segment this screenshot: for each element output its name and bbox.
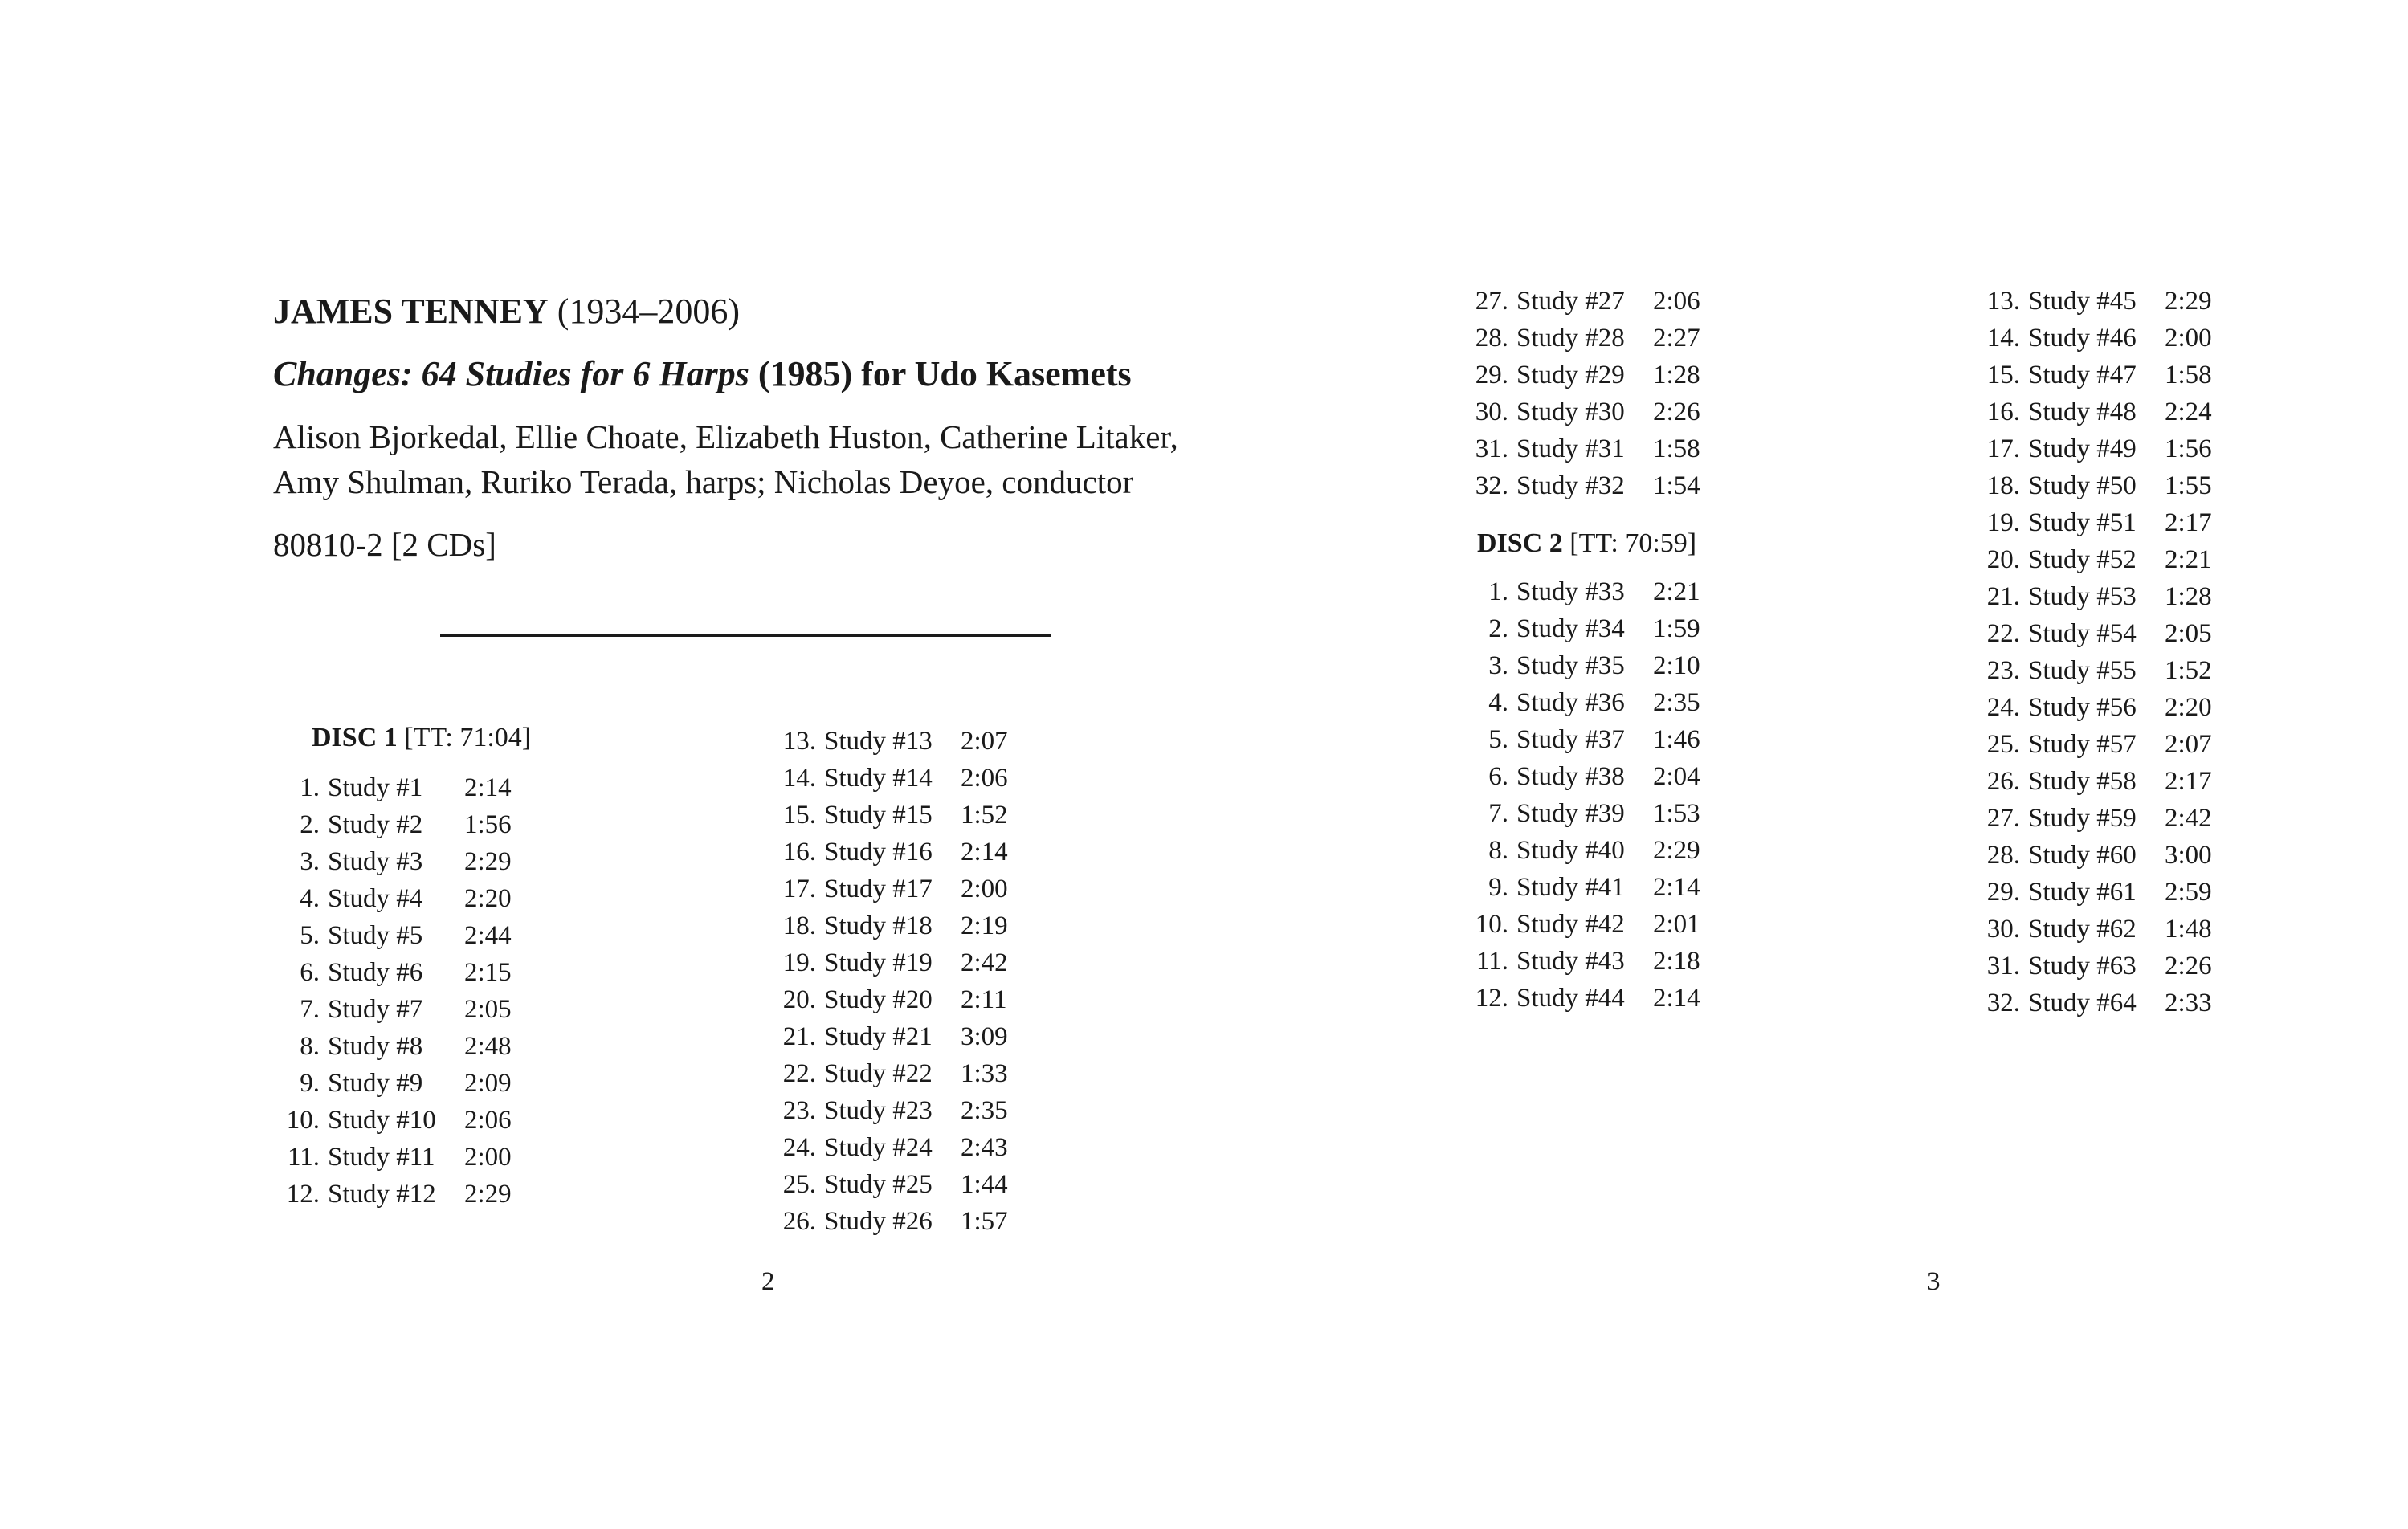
track-number: 1. — [300, 773, 320, 802]
track-duration: 1:59 — [1653, 614, 1700, 643]
track-title: Study #54 — [2028, 619, 2137, 648]
track-title: Study #50 — [2028, 471, 2137, 500]
track-number: 9. — [1488, 873, 1508, 902]
track-number: 4. — [1488, 688, 1508, 717]
track-row — [1973, 689, 2212, 726]
track-row — [1462, 430, 1700, 467]
track-title: Study #63 — [2028, 952, 2137, 981]
track-duration: 1:57 — [961, 1207, 1008, 1236]
track-row — [1973, 541, 2212, 578]
track-title: Study #53 — [2028, 582, 2137, 611]
track-title: Study #52 — [2028, 545, 2137, 574]
track-duration: 2:04 — [1653, 762, 1700, 791]
track-duration: 2:33 — [2165, 989, 2212, 1017]
track-number: 9. — [300, 1069, 320, 1098]
track-title: Study #61 — [2028, 878, 2137, 907]
track-row — [273, 917, 512, 954]
track-title: Study #39 — [1516, 799, 1625, 828]
track-title: Study #41 — [1516, 873, 1625, 902]
disc2-heading — [1477, 528, 1696, 559]
catalog-number: 80810-2 [2 CDs] — [273, 526, 496, 563]
track-title: Study #23 — [824, 1096, 933, 1125]
track-row — [273, 991, 512, 1028]
disc2-tracklist-col1 — [1462, 573, 1700, 1017]
track-title: Study #60 — [2028, 841, 2137, 870]
track-number: 24. — [782, 1133, 816, 1162]
track-title: Study #32 — [1516, 471, 1625, 500]
track-row — [1462, 721, 1700, 758]
track-row — [1462, 980, 1700, 1017]
track-duration: 2:27 — [1653, 324, 1700, 353]
track-title: Study #3 — [328, 847, 423, 876]
track-title: Study #37 — [1516, 725, 1625, 754]
track-row — [273, 880, 512, 917]
track-duration: 2:48 — [464, 1032, 512, 1061]
track-title: Study #59 — [2028, 804, 2137, 833]
track-row — [273, 1065, 512, 1102]
track-row — [769, 760, 1008, 797]
track-number: 3. — [300, 847, 320, 876]
track-number: 1. — [1488, 577, 1508, 606]
track-duration: 2:26 — [1653, 398, 1700, 426]
track-title: Study #62 — [2028, 915, 2137, 944]
track-title: Study #57 — [2028, 730, 2137, 759]
track-number: 15. — [1986, 361, 2020, 389]
track-duration: 2:00 — [2165, 324, 2212, 353]
track-row — [769, 1203, 1008, 1240]
track-row — [1973, 800, 2212, 837]
track-duration: 3:09 — [961, 1022, 1008, 1051]
track-row — [273, 843, 512, 880]
track-number: 8. — [300, 1032, 320, 1061]
track-number: 16. — [782, 838, 816, 866]
disc2-tracklist-col2 — [1973, 283, 2212, 1021]
disc2-label: DISC 2 — [1477, 528, 1563, 558]
track-row — [1973, 504, 2212, 541]
track-number: 3. — [1488, 651, 1508, 680]
track-number: 14. — [782, 764, 816, 793]
track-title: Study #18 — [824, 911, 933, 940]
track-row — [1973, 652, 2212, 689]
disc1-tracklist-col3 — [1462, 283, 1700, 504]
track-row — [1973, 837, 2212, 874]
track-title: Study #45 — [2028, 287, 2137, 316]
track-row — [1973, 357, 2212, 393]
track-title: Study #19 — [824, 948, 933, 977]
track-row — [273, 1102, 512, 1139]
track-number: 6. — [1488, 762, 1508, 791]
track-title: Study #14 — [824, 764, 933, 793]
track-duration: 2:06 — [1653, 287, 1700, 316]
divider-rule — [440, 634, 1051, 637]
track-title: Study #30 — [1516, 398, 1625, 426]
track-duration: 2:09 — [464, 1069, 512, 1098]
track-title: Study #46 — [2028, 324, 2137, 353]
track-row — [769, 1166, 1008, 1203]
track-row — [1462, 795, 1700, 832]
track-row — [769, 797, 1008, 834]
track-duration: 2:05 — [2165, 619, 2212, 648]
track-duration: 2:10 — [1653, 651, 1700, 680]
track-duration: 1:52 — [961, 801, 1008, 830]
track-number: 18. — [1986, 471, 2020, 500]
track-number: 16. — [1986, 398, 2020, 426]
track-duration: 1:48 — [2165, 915, 2212, 944]
track-row — [1973, 283, 2212, 320]
track-number: 26. — [782, 1207, 816, 1236]
track-row — [1462, 393, 1700, 430]
track-title: Study #43 — [1516, 947, 1625, 976]
track-duration: 2:21 — [1653, 577, 1700, 606]
track-row — [769, 1055, 1008, 1092]
track-duration: 2:42 — [961, 948, 1008, 977]
track-number: 31. — [1475, 434, 1508, 463]
track-number: 11. — [287, 1143, 320, 1172]
track-duration: 1:46 — [1653, 725, 1700, 754]
track-title: Study #24 — [824, 1133, 933, 1162]
track-row — [1973, 578, 2212, 615]
track-duration: 2:19 — [961, 911, 1008, 940]
track-number: 19. — [1986, 508, 2020, 537]
right-page — [1204, 0, 2408, 1529]
track-duration: 1:55 — [2165, 471, 2212, 500]
track-number: 14. — [1986, 324, 2020, 353]
track-duration: 2:35 — [961, 1096, 1008, 1125]
track-row — [769, 871, 1008, 907]
track-title: Study #35 — [1516, 651, 1625, 680]
track-number: 24. — [1986, 693, 2020, 722]
track-number: 2. — [1488, 614, 1508, 643]
track-row — [1973, 763, 2212, 800]
track-title: Study #47 — [2028, 361, 2137, 389]
track-duration: 2:44 — [464, 921, 512, 950]
track-number: 27. — [1986, 804, 2020, 833]
track-duration: 2:20 — [2165, 693, 2212, 722]
track-row — [1973, 874, 2212, 911]
track-duration: 2:07 — [961, 727, 1008, 756]
composer-dates: (1934–2006) — [557, 292, 741, 331]
track-duration: 3:00 — [2165, 841, 2212, 870]
track-duration: 2:29 — [1653, 836, 1700, 865]
track-duration: 2:20 — [464, 884, 512, 913]
track-duration: 2:26 — [2165, 952, 2212, 981]
track-number: 10. — [286, 1106, 320, 1135]
track-title: Study #12 — [328, 1180, 436, 1209]
track-duration: 1:33 — [961, 1059, 1008, 1088]
disc1-tracklist-col1 — [273, 769, 512, 1213]
track-row — [1462, 758, 1700, 795]
track-number: 13. — [1986, 287, 2020, 316]
track-duration: 2:06 — [464, 1106, 512, 1135]
track-title: Study #15 — [824, 801, 933, 830]
track-title: Study #26 — [824, 1207, 933, 1236]
track-duration: 2:29 — [2165, 287, 2212, 316]
track-duration: 1:28 — [1653, 361, 1700, 389]
track-row — [1462, 467, 1700, 504]
track-duration: 2:00 — [961, 875, 1008, 903]
track-row — [769, 907, 1008, 944]
track-number: 23. — [782, 1096, 816, 1125]
track-number: 27. — [1475, 287, 1508, 316]
track-number: 28. — [1986, 841, 2020, 870]
track-row — [273, 954, 512, 991]
track-title: Study #1 — [328, 773, 423, 802]
track-title: Study #51 — [2028, 508, 2137, 537]
track-duration: 2:43 — [961, 1133, 1008, 1162]
track-duration: 1:54 — [1653, 471, 1700, 500]
track-duration: 2:21 — [2165, 545, 2212, 574]
track-row — [1973, 985, 2212, 1021]
track-title: Study #11 — [328, 1143, 435, 1172]
track-duration: 1:53 — [1653, 799, 1700, 828]
track-duration: 2:14 — [961, 838, 1008, 866]
track-row — [1462, 647, 1700, 684]
track-number: 12. — [1475, 984, 1508, 1013]
track-title: Study #44 — [1516, 984, 1625, 1013]
track-duration: 1:44 — [961, 1170, 1008, 1199]
track-row — [1973, 467, 2212, 504]
track-title: Study #38 — [1516, 762, 1625, 791]
track-number: 30. — [1986, 915, 2020, 944]
track-number: 32. — [1475, 471, 1508, 500]
disc1-label: DISC 1 — [312, 723, 398, 752]
track-number: 22. — [1986, 619, 2020, 648]
disc2-total-time: [TT: 70:59] — [1569, 528, 1697, 558]
performers — [273, 414, 1237, 504]
track-number: 5. — [300, 921, 320, 950]
track-number: 5. — [1488, 725, 1508, 754]
track-row — [1462, 610, 1700, 647]
track-title: Study #48 — [2028, 398, 2137, 426]
track-number: 29. — [1475, 361, 1508, 389]
track-number: 7. — [1488, 799, 1508, 828]
track-row — [1973, 615, 2212, 652]
track-row — [769, 1092, 1008, 1129]
track-row — [1973, 393, 2212, 430]
track-number: 22. — [782, 1059, 816, 1088]
track-title: Study #58 — [2028, 767, 2137, 796]
track-number: 20. — [782, 985, 816, 1014]
work-title: Changes: 64 Studies for 6 Harps — [273, 354, 749, 393]
track-duration: 1:28 — [2165, 582, 2212, 611]
track-number: 18. — [782, 911, 816, 940]
track-row — [1973, 726, 2212, 763]
track-number: 21. — [782, 1022, 816, 1051]
track-duration: 2:59 — [2165, 878, 2212, 907]
track-title: Study #10 — [328, 1106, 436, 1135]
track-row — [1462, 684, 1700, 721]
track-number: 17. — [1986, 434, 2020, 463]
track-number: 29. — [1986, 878, 2020, 907]
track-title: Study #25 — [824, 1170, 933, 1199]
track-row — [1462, 869, 1700, 906]
track-title: Study #29 — [1516, 361, 1625, 389]
track-number: 11. — [1475, 947, 1508, 976]
track-row — [769, 1018, 1008, 1055]
track-duration: 1:52 — [2165, 656, 2212, 685]
work-subtitle: (1985) for Udo Kasemets — [757, 354, 1132, 393]
track-duration: 2:42 — [2165, 804, 2212, 833]
track-title: Study #31 — [1516, 434, 1625, 463]
track-title: Study #27 — [1516, 287, 1625, 316]
track-row — [1973, 948, 2212, 985]
track-title: Study #17 — [824, 875, 933, 903]
track-duration: 2:01 — [1653, 910, 1700, 939]
composer-name: JAMES TENNEY — [273, 292, 549, 331]
track-row — [273, 806, 512, 843]
track-duration: 2:35 — [1653, 688, 1700, 717]
track-row — [769, 1129, 1008, 1166]
track-title: Study #64 — [2028, 989, 2137, 1017]
track-duration: 2:07 — [2165, 730, 2212, 759]
track-number: 12. — [286, 1180, 320, 1209]
track-title: Study #49 — [2028, 434, 2137, 463]
track-duration: 1:58 — [2165, 361, 2212, 389]
track-row — [273, 1139, 512, 1176]
track-title: Study #42 — [1516, 910, 1625, 939]
track-row — [769, 834, 1008, 871]
track-title: Study #36 — [1516, 688, 1625, 717]
track-row — [769, 944, 1008, 981]
track-title: Study #9 — [328, 1069, 423, 1098]
track-duration: 2:14 — [464, 773, 512, 802]
track-number: 4. — [300, 884, 320, 913]
track-title: Study #21 — [824, 1022, 933, 1051]
track-title: Study #34 — [1516, 614, 1625, 643]
track-row — [273, 1028, 512, 1065]
page-number-left: 2 — [761, 1267, 775, 1296]
track-number: 25. — [782, 1170, 816, 1199]
track-number: 20. — [1986, 545, 2020, 574]
track-title: Study #13 — [824, 727, 933, 756]
track-duration: 2:06 — [961, 764, 1008, 793]
track-title: Study #33 — [1516, 577, 1625, 606]
composer-heading — [273, 291, 740, 332]
track-duration: 2:18 — [1653, 947, 1700, 976]
track-row — [273, 769, 512, 806]
track-row — [769, 723, 1008, 760]
track-duration: 2:29 — [464, 847, 512, 876]
track-number: 8. — [1488, 836, 1508, 865]
track-title: Study #56 — [2028, 693, 2137, 722]
disc1-tracklist-col2 — [769, 723, 1008, 1240]
disc1-total-time: [TT: 71:04] — [404, 723, 532, 752]
track-title: Study #28 — [1516, 324, 1625, 353]
track-number: 31. — [1986, 952, 2020, 981]
track-duration: 2:14 — [1653, 984, 1700, 1013]
track-number: 28. — [1475, 324, 1508, 353]
track-duration: 2:00 — [464, 1143, 512, 1172]
track-number: 15. — [782, 801, 816, 830]
work-heading — [273, 353, 1132, 394]
track-duration: 2:11 — [961, 985, 1007, 1014]
track-number: 30. — [1475, 398, 1508, 426]
track-title: Study #22 — [824, 1059, 933, 1088]
track-row — [1462, 906, 1700, 943]
track-title: Study #6 — [328, 958, 423, 987]
track-number: 17. — [782, 875, 816, 903]
track-duration: 1:56 — [2165, 434, 2212, 463]
track-title: Study #55 — [2028, 656, 2137, 685]
disc1-heading — [312, 723, 531, 753]
track-row — [1973, 320, 2212, 357]
track-row — [1973, 911, 2212, 948]
track-number: 19. — [782, 948, 816, 977]
track-title: Study #2 — [328, 810, 423, 839]
track-duration: 2:24 — [2165, 398, 2212, 426]
track-row — [1462, 320, 1700, 357]
track-number: 23. — [1986, 656, 2020, 685]
track-title: Study #16 — [824, 838, 933, 866]
track-row — [273, 1176, 512, 1213]
track-duration: 2:05 — [464, 995, 512, 1024]
performers-line-2: Amy Shulman, Ruriko Terada, harps; Nicholas Deyoe, conductor — [273, 463, 1134, 500]
page-number-right: 3 — [1927, 1267, 1941, 1296]
track-row — [769, 981, 1007, 1018]
track-row — [1462, 832, 1700, 869]
track-row — [1462, 573, 1700, 610]
track-duration: 2:14 — [1653, 873, 1700, 902]
track-number: 10. — [1475, 910, 1508, 939]
track-duration: 1:58 — [1653, 434, 1700, 463]
track-row — [1462, 283, 1700, 320]
performers-line-1: Alison Bjorkedal, Ellie Choate, Elizabeth Huston, Catherine Litaker, — [273, 418, 1178, 455]
track-duration: 2:17 — [2165, 508, 2212, 537]
track-number: 21. — [1986, 582, 2020, 611]
track-title: Study #4 — [328, 884, 423, 913]
track-number: 6. — [300, 958, 320, 987]
track-row — [1462, 943, 1700, 980]
track-number: 13. — [782, 727, 816, 756]
track-number: 2. — [300, 810, 320, 839]
track-row — [1462, 357, 1700, 393]
track-title: Study #5 — [328, 921, 423, 950]
track-number: 32. — [1986, 989, 2020, 1017]
track-duration: 2:15 — [464, 958, 512, 987]
track-title: Study #7 — [328, 995, 423, 1024]
track-duration: 2:17 — [2165, 767, 2212, 796]
track-number: 26. — [1986, 767, 2020, 796]
track-number: 7. — [300, 995, 320, 1024]
track-number: 25. — [1986, 730, 2020, 759]
track-duration: 1:56 — [464, 810, 512, 839]
track-title: Study #40 — [1516, 836, 1625, 865]
track-duration: 2:29 — [464, 1180, 512, 1209]
track-title: Study #20 — [824, 985, 933, 1014]
track-row — [1973, 430, 2212, 467]
track-title: Study #8 — [328, 1032, 423, 1061]
